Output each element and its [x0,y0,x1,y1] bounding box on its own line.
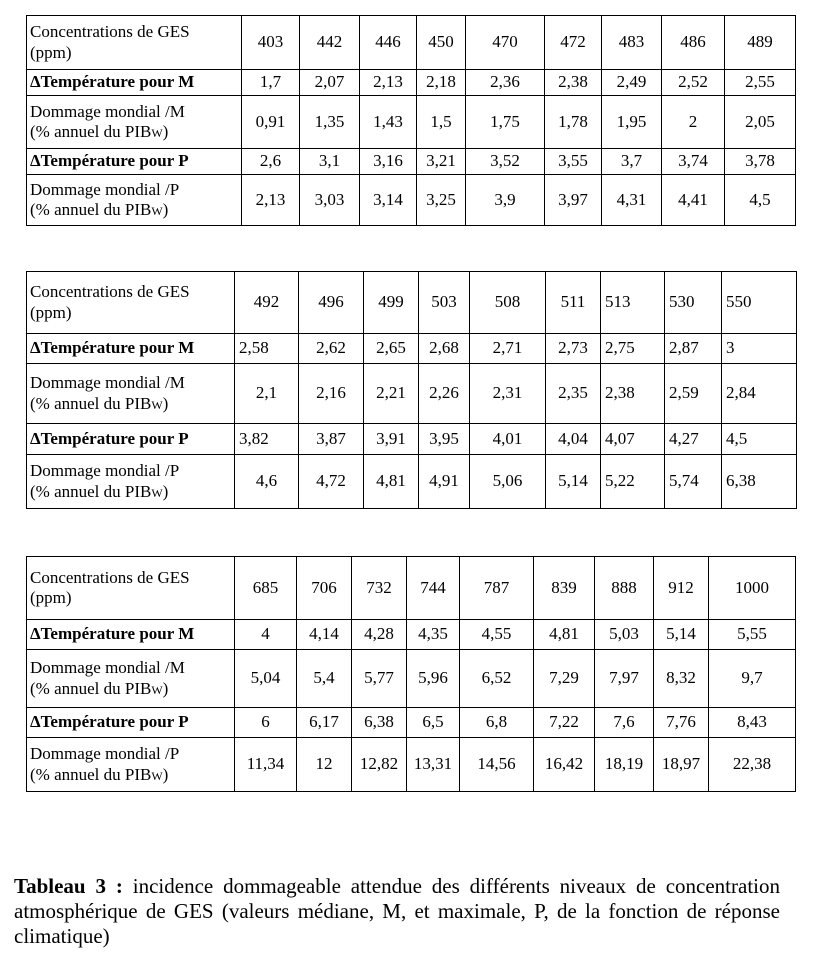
cell: 4,14 [297,620,352,650]
cell: 4,5 [722,424,797,455]
cell: 2,6 [242,149,300,175]
cell: 492 [235,272,299,334]
label-text: ) [162,764,169,784]
cell: 4,31 [602,175,662,226]
label-text: ) [162,393,169,413]
cell: 7,76 [654,708,709,738]
cell: 6,38 [352,708,407,738]
cell: 2,21 [364,364,419,424]
cell: 11,34 [235,738,297,792]
row-damage-m [27,364,797,424]
cell: 4,27 [665,424,722,455]
row-temp-p [27,424,797,455]
cell: 1000 [709,557,796,620]
cell: 4,28 [352,620,407,650]
label-concentration [27,16,242,70]
cell: 3,82 [235,424,299,455]
cell: 4,55 [460,620,534,650]
cell: 685 [235,557,297,620]
cell: 22,38 [709,738,796,792]
cell: 4,5 [725,175,796,226]
cell: 6,5 [407,708,460,738]
label-text: Dommage mondial /P [30,461,180,481]
label-temp-m: ΔTempérature pour M [27,620,235,650]
cell: 1,75 [466,96,545,149]
label-text: ) [162,678,169,698]
cell: 3,52 [466,149,545,175]
cell: 5,4 [297,650,352,708]
cell: 12 [297,738,352,792]
label-subscript: W [151,485,163,500]
cell: 499 [364,272,419,334]
cell: 5,14 [654,620,709,650]
cell: 446 [360,16,417,70]
cell: 2,36 [466,70,545,96]
cell: 511 [546,272,601,334]
label-text: Dommage mondial /P [30,744,180,764]
cell: 5,96 [407,650,460,708]
row-damage-p [27,175,796,226]
cell: 4,91 [419,455,470,509]
cell: 2,87 [665,334,722,364]
label-text: Dommage mondial /M [30,658,185,678]
cell: 3,97 [545,175,602,226]
cell: 450 [417,16,466,70]
cell: 787 [460,557,534,620]
row-damage-m [27,96,796,149]
label-subscript: W [151,768,163,783]
row-temp-m [27,334,797,364]
cell: 472 [545,16,602,70]
cell: 3 [722,334,797,364]
cell: 5,74 [665,455,722,509]
cell: 5,22 [601,455,665,509]
label-text: (% annuel du PIB [30,764,152,784]
label-text: (% annuel du PIB [30,481,152,501]
label-text: (ppm) [30,302,72,322]
cell: 2,16 [299,364,364,424]
cell: 2,1 [235,364,299,424]
cell: 513 [601,272,665,334]
cell: 8,43 [709,708,796,738]
label-text: ) [162,200,169,219]
cell: 6,38 [722,455,797,509]
cell: 2,13 [360,70,417,96]
row-concentration [27,557,796,620]
label-temp-m: ΔTempérature pour M [27,70,242,96]
cell: 1,95 [602,96,662,149]
cell: 3,7 [602,149,662,175]
label-text: Concentrations de GES [30,282,190,302]
cell: 3,25 [417,175,466,226]
caption-label: Tableau 3 : [14,874,123,898]
cell: 9,7 [709,650,796,708]
label-damage-m [27,364,235,424]
cell: 530 [665,272,722,334]
cell: 7,97 [595,650,654,708]
cell: 14,56 [460,738,534,792]
caption-text: incidence dommageable attendue des différents niveaux de concentration atmosphérique de GES (valeurs médiane, M, et maximale, P, de la fonction de réponse climatique) [14,874,780,948]
row-temp-p [27,708,796,738]
cell: 3,95 [419,424,470,455]
cell: 2,31 [470,364,546,424]
cell: 3,91 [364,424,419,455]
cell: 1,5 [417,96,466,149]
label-temp-p: ΔTempérature pour P [27,708,235,738]
cell: 2,75 [601,334,665,364]
label-temp-m: ΔTempérature pour M [27,334,235,364]
cell: 18,97 [654,738,709,792]
cell: 483 [602,16,662,70]
label-subscript: W [151,126,163,140]
cell: 508 [470,272,546,334]
label-concentration [27,272,235,334]
cell: 16,42 [534,738,595,792]
cell: 3,74 [662,149,725,175]
cell: 2,05 [725,96,796,149]
cell: 1,43 [360,96,417,149]
cell: 3,21 [417,149,466,175]
label-text: Dommage mondial /M [30,373,185,393]
label-damage-p [27,175,242,226]
label-text: (ppm) [30,588,72,607]
cell: 13,31 [407,738,460,792]
cell: 4,6 [235,455,299,509]
cell: 2 [662,96,725,149]
cell: 403 [242,16,300,70]
cell: 2,13 [242,175,300,226]
cell: 7,22 [534,708,595,738]
label-temp-p: ΔTempérature pour P [27,149,242,175]
label-text: (% annuel du PIB [30,678,152,698]
label-text: Dommage mondial /P [30,179,180,199]
cell: 6 [235,708,297,738]
cell: 2,68 [419,334,470,364]
label-subscript: W [151,397,163,412]
cell: 4,07 [601,424,665,455]
row-temp-p [27,149,796,175]
row-temp-m [27,620,796,650]
ghg-table-3 [26,556,796,792]
cell: 4,72 [299,455,364,509]
cell: 706 [297,557,352,620]
cell: 6,52 [460,650,534,708]
row-damage-p [27,738,796,792]
cell: 1,35 [300,96,360,149]
cell: 4,01 [470,424,546,455]
cell: 5,06 [470,455,546,509]
cell: 4 [235,620,297,650]
cell: 5,14 [546,455,601,509]
cell: 2,49 [602,70,662,96]
row-damage-m [27,650,796,708]
cell: 2,71 [470,334,546,364]
cell: 496 [299,272,364,334]
cell: 5,04 [235,650,297,708]
label-text: ) [162,481,169,501]
cell: 2,58 [235,334,299,364]
cell: 3,03 [300,175,360,226]
cell: 3,16 [360,149,417,175]
cell: 2,65 [364,334,419,364]
cell: 3,87 [299,424,364,455]
cell: 3,55 [545,149,602,175]
cell: 839 [534,557,595,620]
label-damage-m [27,650,235,708]
cell: 912 [654,557,709,620]
cell: 2,07 [300,70,360,96]
label-text: Concentrations de GES [30,22,190,42]
cell: 18,19 [595,738,654,792]
cell: 503 [419,272,470,334]
cell: 888 [595,557,654,620]
cell: 6,17 [297,708,352,738]
cell: 7,6 [595,708,654,738]
cell: 470 [466,16,545,70]
cell: 442 [300,16,360,70]
cell: 2,38 [545,70,602,96]
cell: 2,55 [725,70,796,96]
cell: 2,18 [417,70,466,96]
label-damage-m [27,96,242,149]
label-text: (% annuel du PIB [30,200,152,219]
label-subscript: W [151,682,163,697]
cell: 744 [407,557,460,620]
label-text: Concentrations de GES [30,567,190,587]
cell: 7,29 [534,650,595,708]
label-concentration [27,557,235,620]
cell: 4,35 [407,620,460,650]
cell: 1,78 [545,96,602,149]
label-text: (ppm) [30,42,72,62]
row-damage-p [27,455,797,509]
cell: 3,1 [300,149,360,175]
cell: 5,03 [595,620,654,650]
cell: 2,38 [601,364,665,424]
label-text: Dommage mondial /M [30,101,185,121]
cell: 732 [352,557,407,620]
ghg-table-1 [26,15,796,226]
label-temp-p: ΔTempérature pour P [27,424,235,455]
cell: 2,52 [662,70,725,96]
cell: 1,7 [242,70,300,96]
table-caption [14,874,780,949]
row-concentration [27,272,797,334]
cell: 2,59 [665,364,722,424]
cell: 8,32 [654,650,709,708]
cell: 12,82 [352,738,407,792]
label-text: (% annuel du PIB [30,122,152,141]
cell: 2,26 [419,364,470,424]
cell: 4,04 [546,424,601,455]
cell: 3,14 [360,175,417,226]
row-concentration [27,16,796,70]
cell: 486 [662,16,725,70]
cell: 5,77 [352,650,407,708]
cell: 550 [722,272,797,334]
cell: 2,35 [546,364,601,424]
cell: 6,8 [460,708,534,738]
row-temp-m [27,70,796,96]
cell: 3,78 [725,149,796,175]
label-damage-p [27,738,235,792]
cell: 2,62 [299,334,364,364]
cell: 4,81 [534,620,595,650]
label-text: (% annuel du PIB [30,393,152,413]
cell: 0,91 [242,96,300,149]
cell: 2,84 [722,364,797,424]
cell: 489 [725,16,796,70]
cell: 5,55 [709,620,796,650]
cell: 4,81 [364,455,419,509]
cell: 3,9 [466,175,545,226]
label-text: ) [162,122,169,141]
label-damage-p [27,455,235,509]
cell: 2,73 [546,334,601,364]
label-subscript: W [151,204,163,218]
ghg-table-2 [26,271,797,509]
cell: 4,41 [662,175,725,226]
